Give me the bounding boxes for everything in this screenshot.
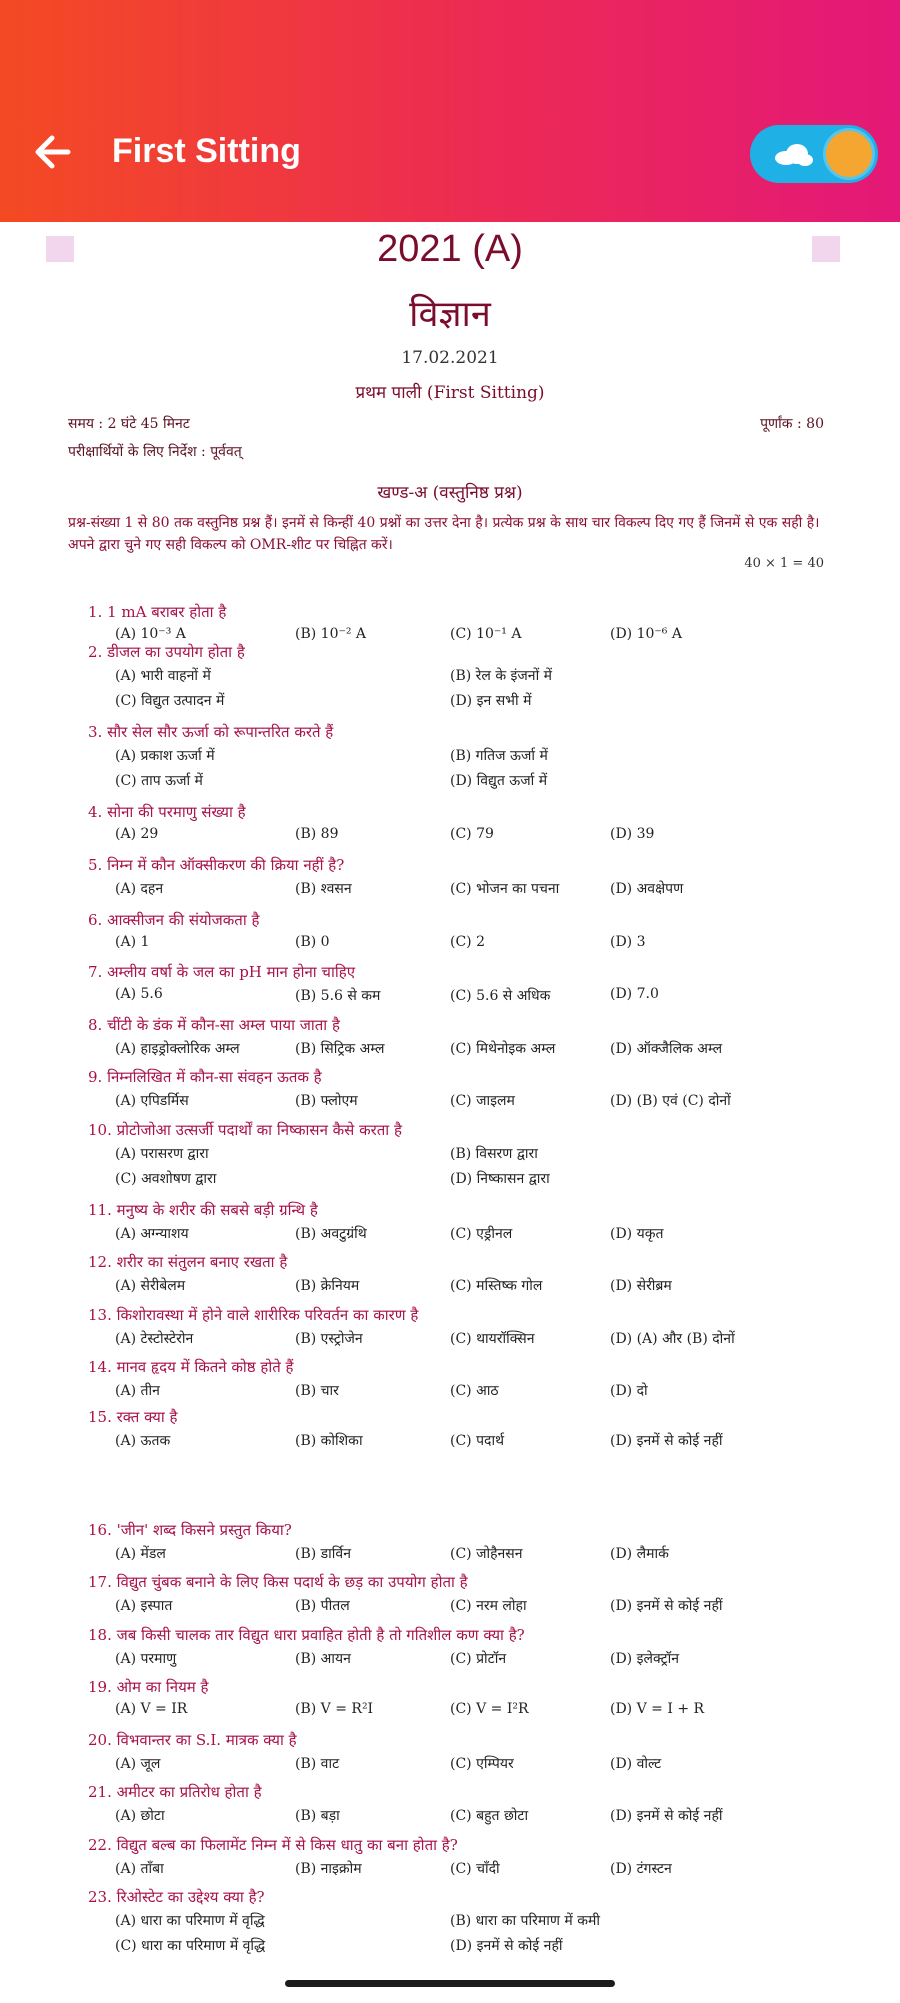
answer-option: (C) जोहैनसन (450, 1546, 523, 1562)
answer-option: (C) एम्पियर (450, 1756, 514, 1772)
full-marks: पूर्णांक : 80 (760, 416, 824, 432)
answer-option: (D) इनमें से कोई नहीं (610, 1598, 723, 1614)
question-text: 18. जब किसी चालक तार विद्युत धारा प्रवाहित होती है तो गतिशील कण क्या है? (88, 1626, 525, 1644)
answer-option: (B) वाट (295, 1756, 340, 1772)
question-text: 15. रक्त क्या है (88, 1408, 178, 1426)
answer-option: (A) अग्न्याशय (115, 1226, 189, 1242)
question-text: 23. रिओस्टेट का उद्देश्य क्या है? (88, 1888, 265, 1906)
answer-option: (A) 5.6 (115, 986, 163, 1002)
answer-option: (D) विद्युत ऊर्जा में (450, 773, 548, 789)
answer-option: (A) 10⁻³ A (115, 626, 186, 642)
question-text: 4. सोना की परमाणु संख्या है (88, 803, 246, 821)
question-paper (0, 222, 900, 2003)
answer-option: (D) अवक्षेपण (610, 881, 684, 897)
answer-option: (D) निष्कासन द्वारा (450, 1171, 550, 1187)
back-arrow-icon[interactable] (28, 127, 78, 177)
answer-option: (B) पीतल (295, 1598, 350, 1614)
answer-option: (C) चाँदी (450, 1861, 500, 1877)
answer-option: (B) एस्ट्रोजेन (295, 1331, 363, 1347)
marks-scheme: 40 × 1 = 40 (744, 556, 824, 571)
paper-year: 2021 (A) (377, 228, 523, 270)
question-text: 17. विद्युत चुंबक बनाने के लिए किस पदार्थ के छड़ का उपयोग होता है (88, 1573, 468, 1591)
answer-option: (D) लैमार्क (610, 1546, 669, 1562)
answer-option: (A) सेरीबेलम (115, 1278, 186, 1294)
question-text: 3. सौर सेल सौर ऊर्जा को रूपान्तरित करते हैं (88, 723, 334, 741)
paper-sitting: प्रथम पाली (First Sitting) (355, 383, 545, 403)
answer-option: (D) दो (610, 1383, 648, 1399)
answer-option: (D) वोल्ट (610, 1756, 662, 1772)
answer-option: (A) परमाणु (115, 1651, 177, 1667)
answer-option: (C) पदार्थ (450, 1433, 505, 1449)
answer-option: (C) प्रोटॉन (450, 1651, 507, 1667)
answer-option: (C) 5.6 से अधिक (450, 988, 551, 1004)
answer-option: (D) 7.0 (610, 986, 659, 1002)
answer-option: (D) 39 (610, 826, 655, 842)
question-text: 6. आक्सीजन की संयोजकता है (88, 911, 260, 929)
instructions: प्रश्न-संख्या 1 से 80 तक वस्तुनिष्ठ प्रश्न हैं। इनमें से किन्हीं 40 प्रश्नों का उत्तर देना है। प्रत्येक प्रश्न के साथ चार विकल्प दिए गए हैं जिनमें से एक सही है। अपने द्वारा चुने गए सही विकल्प को OMR-शीट पर चिह्नित करें। (68, 515, 820, 553)
answer-option: (C) बहुत छोटा (450, 1808, 529, 1824)
answer-option: (D) (A) और (B) दोनों (610, 1331, 735, 1347)
question-text: 11. मनुष्य के शरीर की सबसे बड़ी ग्रन्थि है (88, 1201, 318, 1219)
answer-option: (B) कोशिका (295, 1433, 363, 1449)
answer-option: (D) (B) एवं (C) दोनों (610, 1093, 731, 1109)
answer-option: (A) भारी वाहनों में (115, 668, 211, 684)
answer-option: (A) प्रकाश ऊर्जा में (115, 748, 215, 764)
answer-option: (C) विद्युत उत्पादन में (115, 693, 225, 709)
answer-option: (A) परासरण द्वारा (115, 1146, 209, 1162)
answer-option: (C) मस्तिष्क गोल (450, 1278, 543, 1294)
section-heading: खण्ड-अ (वस्तुनिष्ठ प्रश्न) (377, 483, 523, 503)
question-text: 1. 1 mA बराबर होता है (88, 603, 227, 621)
answer-option: (C) मिथेनोइक अम्ल (450, 1041, 556, 1057)
answer-option: (D) ऑक्जैलिक अम्ल (610, 1041, 723, 1057)
answer-option: (C) थायरॉक्सिन (450, 1331, 535, 1347)
answer-option: (D) 3 (610, 934, 646, 950)
question-text: 10. प्रोटोजोआ उत्सर्जी पदार्थों का निष्कासन कैसे करता है (88, 1121, 402, 1139)
answer-option: (A) इस्पात (115, 1598, 173, 1614)
answer-option: (B) 5.6 से कम (295, 988, 381, 1004)
answer-option: (B) 89 (295, 826, 339, 842)
answer-option: (C) नरम लोहा (450, 1598, 527, 1614)
answer-option: (A) टेस्टोस्टेरोन (115, 1331, 194, 1347)
answer-option: (C) धारा का परिमाण में वृद्धि (115, 1938, 266, 1954)
answer-option: (D) सेरीब्रम (610, 1278, 672, 1294)
answer-option: (B) चार (295, 1383, 339, 1399)
question-text: 2. डीजल का उपयोग होता है (88, 643, 245, 661)
answer-option: (A) छोटा (115, 1808, 165, 1824)
answer-option: (B) V = R²I (295, 1701, 374, 1717)
question-text: 13. किशोरावस्था में होने वाले शारीरिक परिवर्तन का कारण है (88, 1306, 419, 1324)
answer-option: (B) गतिज ऊर्जा में (450, 748, 548, 764)
answer-option: (C) 79 (450, 826, 494, 842)
answer-option: (A) V = IR (115, 1701, 188, 1717)
answer-option: (D) इनमें से कोई नहीं (610, 1808, 723, 1824)
answer-option: (C) अवशोषण द्वारा (115, 1171, 217, 1187)
question-text: 19. ओम का नियम है (88, 1678, 209, 1696)
question-text: 20. विभवान्तर का S.I. मात्रक क्या है (88, 1731, 297, 1749)
page-title: First Sitting (112, 132, 301, 170)
answer-option: (A) ताँबा (115, 1861, 164, 1877)
answer-option: (B) 10⁻² A (295, 626, 367, 642)
answer-option: (A) दहन (115, 881, 164, 897)
examinee-note: परीक्षार्थियों के लिए निर्देश : पूर्ववत् (68, 444, 242, 460)
answer-option: (B) सिट्रिक अम्ल (295, 1041, 385, 1057)
answer-option: (D) इनमें से कोई नहीं (450, 1938, 563, 1954)
answer-option: (B) डार्विन (295, 1546, 351, 1562)
sun-icon (826, 131, 872, 177)
answer-option: (D) यकृत (610, 1226, 664, 1242)
answer-option: (A) हाइड्रोक्लोरिक अम्ल (115, 1041, 240, 1057)
home-indicator[interactable] (285, 1980, 615, 1987)
answer-option: (B) अवटुग्रंथि (295, 1226, 367, 1242)
answer-option: (A) तीन (115, 1383, 160, 1399)
answer-option: (D) इलेक्ट्रॉन (610, 1651, 680, 1667)
answer-option: (A) धारा का परिमाण में वृद्धि (115, 1913, 265, 1929)
answer-option: (A) ऊतक (115, 1433, 171, 1449)
answer-option: (C) ताप ऊर्जा में (115, 773, 203, 789)
answer-option: (B) श्वसन (295, 881, 352, 897)
answer-option: (B) बड़ा (295, 1808, 340, 1824)
answer-option: (C) एड्रीनल (450, 1226, 513, 1242)
question-text: 21. अमीटर का प्रतिरोध होता है (88, 1783, 262, 1801)
answer-option: (C) V = I²R (450, 1701, 529, 1717)
answer-option: (B) विसरण द्वारा (450, 1146, 538, 1162)
question-text: 7. अम्लीय वर्षा के जल का pH मान होना चाहिए (88, 963, 355, 981)
answer-option: (D) टंगस्टन (610, 1861, 672, 1877)
answer-option: (C) जाइलम (450, 1093, 515, 1109)
exam-time: समय : 2 घंटे 45 मिनट (68, 416, 190, 432)
answer-option: (C) 2 (450, 934, 485, 950)
answer-option: (D) V = I + R (610, 1701, 705, 1717)
answer-option: (A) एपिडर्मिस (115, 1093, 189, 1109)
question-text: 22. विद्युत बल्ब का फिलामेंट निम्न में से किस धातु का बना होता है? (88, 1836, 458, 1854)
answer-option: (B) 0 (295, 934, 330, 950)
paper-date: 17.02.2021 (401, 348, 499, 368)
answer-option: (D) इन सभी में (450, 693, 532, 709)
answer-option: (B) क्रेनियम (295, 1278, 360, 1294)
answer-option: (B) धारा का परिमाण में कमी (450, 1913, 600, 1929)
answer-option: (B) आयन (295, 1651, 351, 1667)
question-text: 14. मानव हृदय में कितने कोष्ठ होते हैं (88, 1358, 294, 1376)
question-text: 9. निम्नलिखित में कौन-सा संवहन ऊतक है (88, 1068, 322, 1086)
question-text: 5. निम्न में कौन ऑक्सीकरण की क्रिया नहीं है? (88, 856, 345, 874)
answer-option: (C) आठ (450, 1383, 499, 1399)
question-text: 12. शरीर का संतुलन बनाए रखता है (88, 1253, 288, 1271)
answer-option: (A) मेंडल (115, 1546, 166, 1562)
answer-option: (B) फ्लोएम (295, 1093, 358, 1109)
answer-option: (A) जूल (115, 1756, 161, 1772)
theme-toggle[interactable] (750, 125, 878, 183)
answer-option: (C) भोजन का पचना (450, 881, 560, 897)
answer-option: (B) नाइक्रोम (295, 1861, 362, 1877)
app-bar (0, 0, 900, 222)
answer-option: (A) 1 (115, 934, 150, 950)
answer-option: (B) रेल के इंजनों में (450, 668, 553, 684)
question-text: 8. चींटी के डंक में कौन-सा अम्ल पाया जाता है (88, 1016, 340, 1034)
answer-option: (A) 29 (115, 826, 159, 842)
answer-option: (D) 10⁻⁶ A (610, 626, 682, 642)
paper-subject: विज्ञान (409, 294, 491, 335)
cloud-icon (772, 141, 814, 167)
answer-option: (C) 10⁻¹ A (450, 626, 522, 642)
answer-option: (D) इनमें से कोई नहीं (610, 1433, 723, 1449)
question-text: 16. 'जीन' शब्द किसने प्रस्तुत किया? (88, 1521, 292, 1539)
